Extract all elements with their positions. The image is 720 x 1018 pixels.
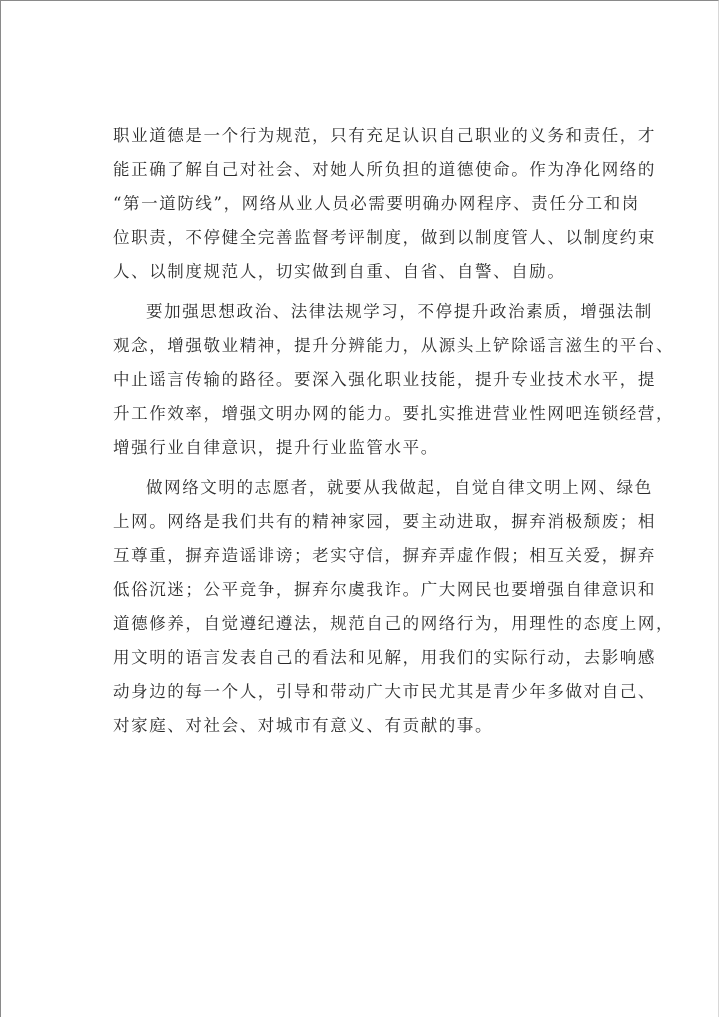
paragraph-2-line-2: 观念，增强敬业精神，提升分辨能力，从源头上铲除谣言滋生的平台、 <box>113 336 675 355</box>
paragraph-3-line-6: 用文明的语言发表自己的看法和见解，用我们的实际行动，去影响感 <box>113 648 656 667</box>
paragraph-1-line-4: 位职责，不停健全完善监督考评制度，做到以制度管人、以制度约束 <box>113 228 656 247</box>
paragraph-3-line-4: 低俗沉迷；公平竞争，摒弃尔虞我诈。广大网民也要增强自律意识和 <box>113 580 656 599</box>
paragraph-3-line-5: 道德修养，自觉遵纪遵法，规范自己的网络行为，用理性的态度上网， <box>113 614 675 633</box>
paragraph-2-line-5: 增强行业自律意识，提升行业监管水平。 <box>113 438 439 457</box>
document-body <box>113 119 675 743</box>
paragraph-1-line-2: 能正确了解自己对社会、对她人所负担的道德使命。作为净化网络的 <box>113 160 656 179</box>
paragraph-2-line-3: 中止谣言传输的路径。要深入强化职业技能，提升专业技术水平，提 <box>113 370 656 389</box>
paragraph-3-line-7: 动身边的每一个人，引导和带动广大市民尤其是青少年多做对自己、 <box>113 682 656 701</box>
paragraph-1-line-3: “第一道防线”，网络从业人员必需要明确办网程序、责任分工和岗 <box>113 194 640 213</box>
paragraph-3-line-2: 上网。网络是我们共有的精神家园，要主动进取，摒弃消极颓废；相 <box>113 512 656 531</box>
paragraph-2-line-4: 升工作效率，增强文明办网的能力。要扎实推进营业性网吧连锁经营， <box>113 404 675 423</box>
paragraph-3-line-1: 做网络文明的志愿者，就要从我做起，自觉自律文明上网、绿色 <box>146 478 653 497</box>
paragraph-3-line-8: 对家庭、对社会、对城市有意义、有贡献的事。 <box>113 716 494 735</box>
paragraph-2-line-1: 要加强思想政治、法律法规学习，不停提升政治素质，增强法制 <box>146 302 653 321</box>
paragraph-3-line-3: 互尊重，摒弃造谣诽谤；老实守信，摒弃弄虚作假；相互关爱，摒弃 <box>113 546 656 565</box>
paragraph-1-line-5: 人、以制度规范人，切实做到自重、自省、自警、自励。 <box>113 262 566 281</box>
paragraph-1-line-1: 职业道德是一个行为规范，只有充足认识自己职业的义务和责任，才 <box>113 126 656 145</box>
